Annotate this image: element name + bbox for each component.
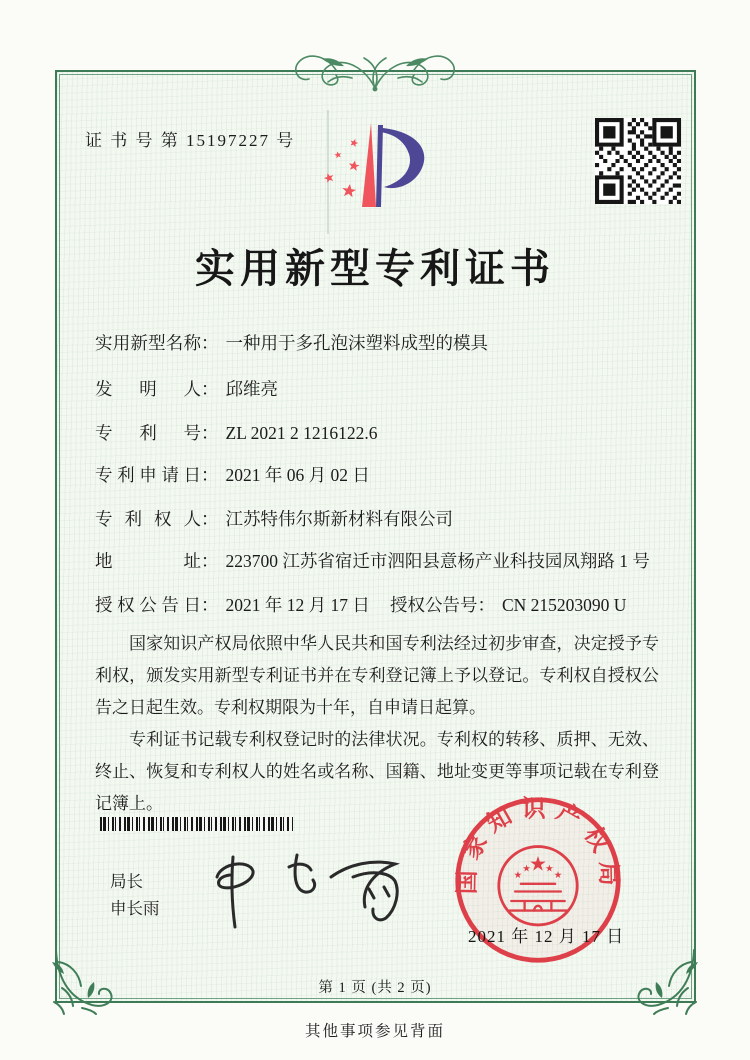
field-label: 授权公告号 [390,595,478,615]
field-row [95,506,661,531]
svg-text:★: ★ [529,851,547,876]
field-colon: ： [201,551,219,571]
field-label: 实用新型名称 [95,333,201,353]
field-colon: ： [201,509,219,529]
barcode [100,817,293,831]
body-paragraph: 专利证书记载专利权登记时的法律状况。专利权的转移、质押、无效、终止、恢复和专利权人的姓名或名称、国籍、地址变更等事项记载在专利登记簿上。 [95,730,659,813]
officer-block [110,868,160,922]
field-colon: ： [201,379,219,399]
svg-text:★: ★ [545,863,554,875]
top-flourish-icon [278,42,472,100]
body-paragraph: 国家知识产权局依照中华人民共和国专利法经过初步审查，决定授予专利权，颁发实用新型专利证书并在专利登记簿上予以登记。专利权自授权公告之日起生效。专利权期限为十年，自申请日起算。 [95,634,659,717]
field-value: 2021 年 06 月 02 日 [225,465,370,485]
field-row [95,376,661,401]
field-value: 一种用于多孔泡沫塑料成型的模具 [225,333,488,353]
field-pair-secondary [390,592,626,617]
page-indicator: 第 1 页 (共 2 页) [318,980,432,996]
svg-text:★: ★ [513,870,523,882]
certificate-number: 证 书 号 第 15197227 号 [85,131,296,150]
field-row [95,330,661,355]
svg-text:★: ★ [522,863,531,875]
seal-arc-text: 国家知识产权局 [454,796,622,895]
field-value: CN 215203090 U [502,595,627,615]
field-label: 发明人 [95,379,201,399]
back-note: 其他事项参见背面 [304,1023,445,1040]
field-colon: ： [477,595,495,615]
field-value: 邱维亮 [225,379,278,399]
field-value: 2021 年 12 月 17 日 [225,595,370,615]
certificate-title: 实用新型专利证书 [195,246,555,291]
svg-text:★: ★ [553,870,563,882]
cnipa-logo-icon [316,110,448,234]
field-label: 授权公告日 [95,595,201,615]
field-label: 专利号 [95,423,201,443]
officer-title: 局长 [110,872,143,891]
field-colon: ： [201,595,219,615]
field-row [95,420,661,445]
field-colon: ： [201,423,219,443]
field-label: 地址 [95,551,201,571]
field-label: 专利权人 [95,509,201,529]
field-value: 223700 江苏省宿迁市泗阳县意杨产业科技园凤翔路 1 号 [225,551,650,571]
field-value: 江苏特伟尔斯新材料有限公司 [225,509,453,529]
legal-text [95,628,659,820]
field-label: 专利申请日 [95,465,201,485]
qr-code [595,118,681,204]
field-value: ZL 2021 2 1216122.6 [225,423,378,443]
field-colon: ： [201,465,219,485]
field-row [95,592,661,617]
field-row [95,462,661,487]
field-colon: ： [201,333,219,353]
field-row [95,548,661,573]
signature-icon [205,843,403,931]
officer-name: 申长雨 [110,899,160,918]
seal-date: 2021 年 12 月 17 日 [468,927,625,946]
